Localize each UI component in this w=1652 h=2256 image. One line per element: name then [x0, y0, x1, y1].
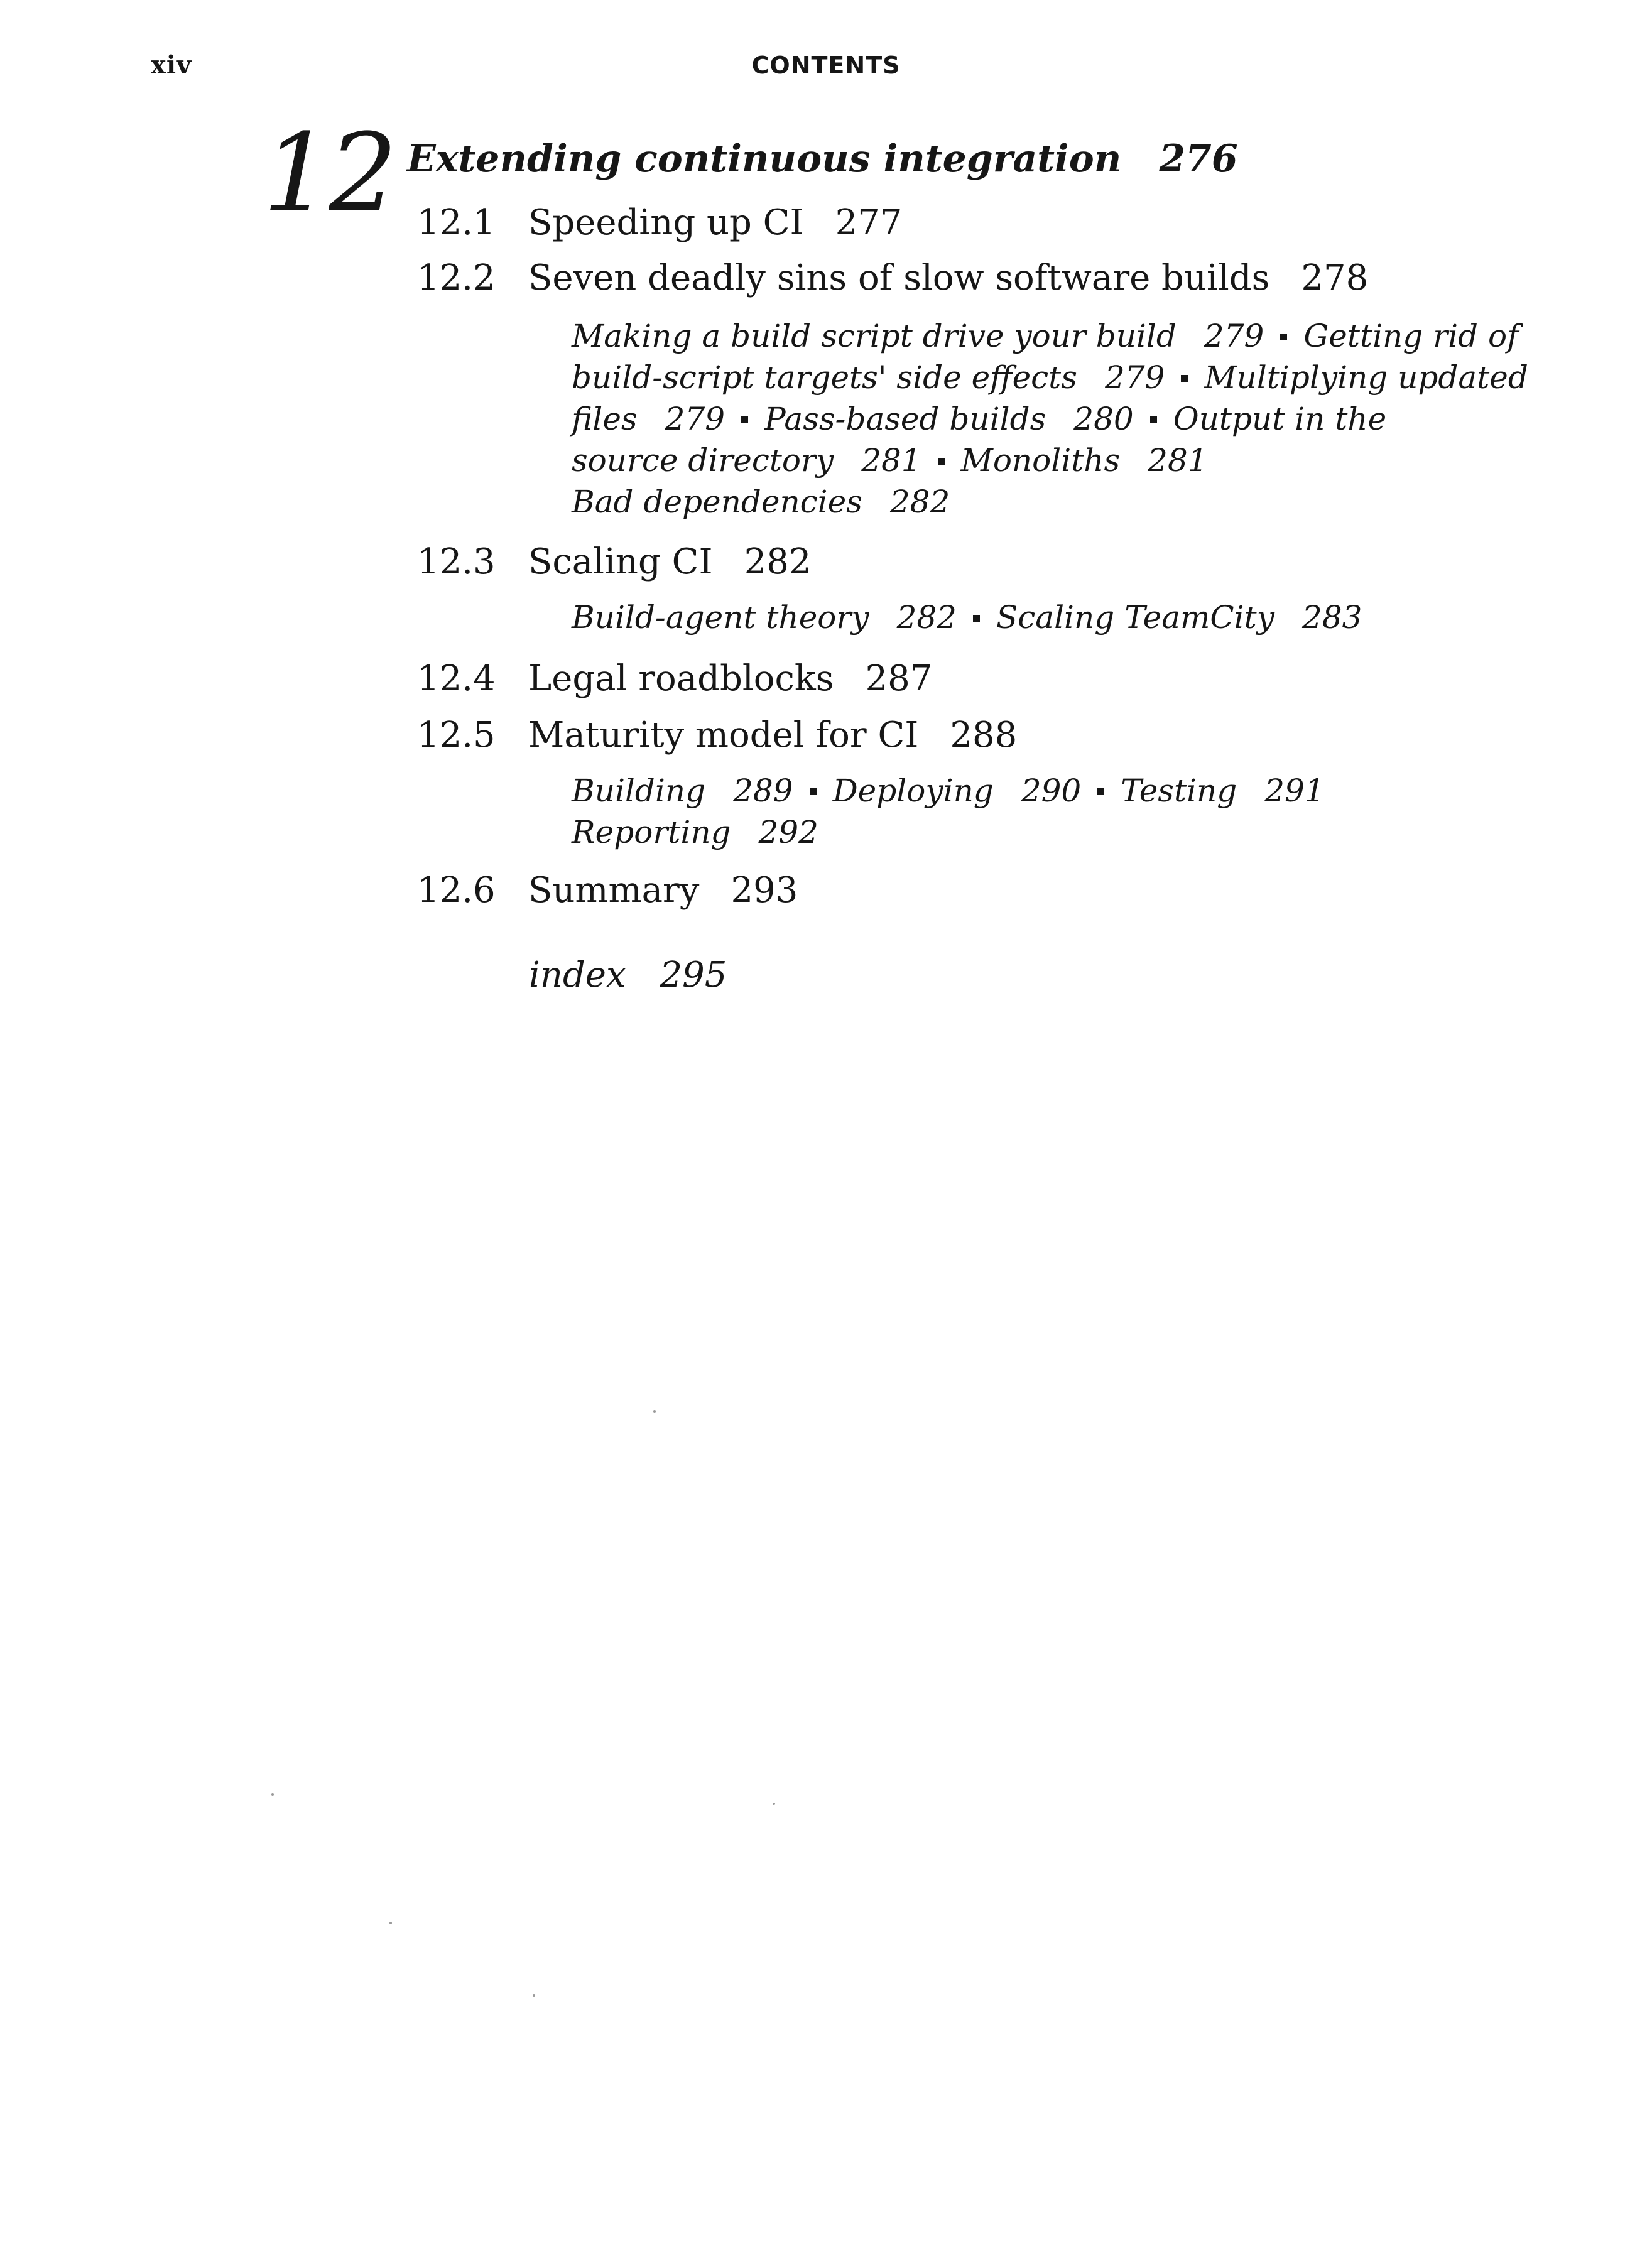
section-12-3[interactable]	[417, 541, 812, 582]
subsection-page: 279	[665, 401, 725, 437]
section-title: Scaling CI	[528, 541, 713, 582]
subsection-page: 290	[1021, 773, 1082, 809]
subsection-title[interactable]: Build-agent theory	[572, 599, 869, 636]
bullet-separator-icon	[1097, 788, 1104, 795]
bullet-separator-icon	[973, 615, 980, 622]
index-label: index	[529, 955, 626, 995]
subsection-title[interactable]: Multiplying updated	[1204, 359, 1528, 396]
subsection-title[interactable]: files	[572, 401, 638, 437]
section-number: 12.5	[417, 715, 496, 756]
bullet-separator-icon	[938, 458, 945, 465]
section-page: 287	[865, 658, 933, 699]
subsection-title[interactable]: Pass-based builds	[764, 401, 1046, 437]
chapter-title: Extending continuous integration	[407, 137, 1122, 181]
subsection-page: 279	[1104, 359, 1165, 396]
subsection-line	[572, 481, 1528, 523]
section-page: 293	[731, 870, 798, 911]
subsection-page: 289	[733, 773, 793, 809]
section-number: 12.3	[417, 541, 496, 582]
subsection-page: 292	[758, 814, 818, 850]
subsection-line	[572, 440, 1528, 481]
subsection-page: 281	[861, 442, 921, 479]
chapter-number: 12	[263, 110, 395, 236]
running-head: CONTENTS	[751, 52, 901, 79]
subsection-page: 281	[1148, 442, 1208, 479]
subsection-title[interactable]: Getting rid of	[1303, 318, 1519, 354]
section-page: 288	[950, 715, 1018, 756]
bullet-separator-icon	[1280, 334, 1287, 340]
section-12-6[interactable]	[417, 870, 798, 911]
subsections-12-5	[572, 770, 1325, 853]
section-number: 12.1	[417, 202, 496, 243]
bullet-separator-icon	[741, 416, 748, 423]
scan-speck	[533, 1994, 535, 1997]
section-number: 12.6	[417, 870, 496, 911]
section-page: 277	[835, 202, 903, 243]
section-page: 278	[1301, 258, 1369, 298]
bullet-separator-icon	[810, 788, 817, 795]
section-12-1[interactable]	[417, 202, 903, 243]
subsection-title[interactable]: source directory	[572, 442, 834, 479]
section-title: Summary	[528, 870, 700, 911]
subsection-page: 291	[1264, 773, 1325, 809]
section-12-2[interactable]	[417, 258, 1368, 298]
section-number: 12.4	[417, 658, 496, 699]
subsection-page: 282	[896, 599, 957, 636]
subsection-line	[572, 597, 1362, 638]
subsections-12-3	[572, 597, 1362, 638]
subsection-title[interactable]: Scaling TeamCity	[996, 599, 1275, 636]
subsection-title[interactable]: Building	[572, 773, 706, 809]
subsection-line	[572, 357, 1528, 398]
subsection-title[interactable]: Reporting	[572, 814, 731, 850]
subsection-title[interactable]: Making a build script drive your build	[572, 318, 1177, 354]
section-page: 282	[744, 541, 812, 582]
section-title: Legal roadblocks	[528, 658, 834, 699]
subsection-page: 279	[1204, 318, 1264, 354]
subsection-line	[572, 770, 1325, 811]
subsection-title[interactable]: Output in the	[1173, 401, 1387, 437]
section-12-5[interactable]	[417, 715, 1017, 756]
subsection-title[interactable]: Bad dependencies	[572, 484, 862, 520]
subsection-page: 280	[1073, 401, 1134, 437]
scan-speck	[389, 1922, 392, 1924]
page-folio: xiv	[151, 50, 192, 80]
scan-speck	[773, 1803, 775, 1805]
subsection-line	[572, 315, 1528, 357]
subsection-title[interactable]: Deploying	[832, 773, 994, 809]
subsection-title[interactable]: Testing	[1121, 773, 1237, 809]
subsections-12-2	[572, 315, 1528, 523]
subsection-page: 283	[1302, 599, 1362, 636]
bullet-separator-icon	[1150, 416, 1157, 423]
subsection-line	[572, 398, 1528, 440]
section-title: Maturity model for CI	[528, 715, 919, 756]
chapter-page: 276	[1159, 137, 1238, 181]
section-number: 12.2	[417, 258, 496, 298]
bullet-separator-icon	[1181, 375, 1188, 382]
section-12-4[interactable]	[417, 658, 932, 699]
section-title: Seven deadly sins of slow software builds	[528, 258, 1270, 298]
subsection-line	[572, 811, 1325, 853]
subsection-title[interactable]: build-script targets' side effects	[572, 359, 1077, 396]
chapter-heading[interactable]	[407, 137, 1238, 181]
subsection-page: 282	[889, 484, 950, 520]
index-page: 295	[660, 955, 727, 995]
section-title: Speeding up CI	[528, 202, 804, 243]
subsection-title[interactable]: Monoliths	[960, 442, 1121, 479]
scan-speck	[271, 1793, 274, 1796]
index-entry[interactable]	[529, 955, 727, 995]
scan-speck	[653, 1410, 656, 1413]
